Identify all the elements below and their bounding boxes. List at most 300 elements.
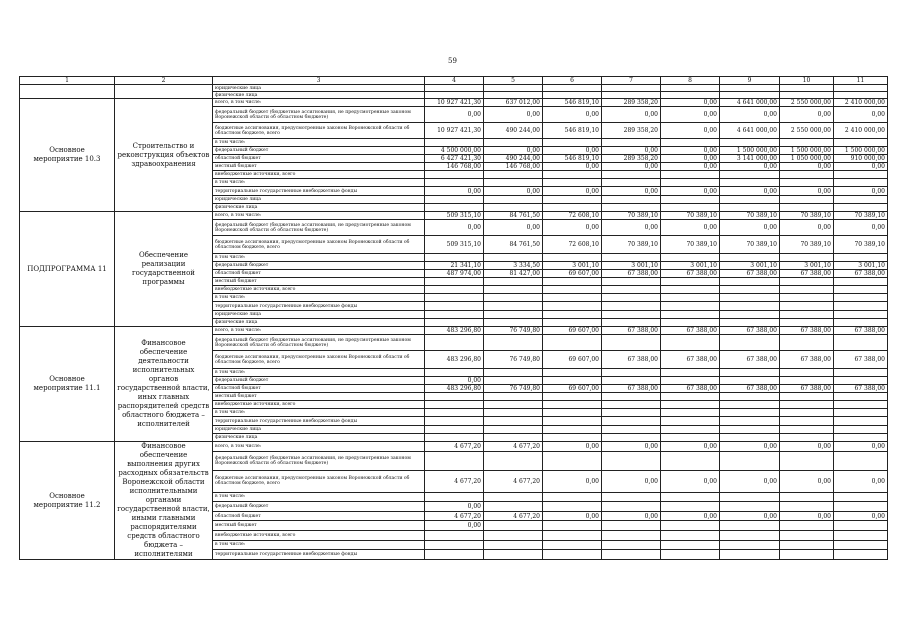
- funding-source-label: внебюджетные источники, всего: [213, 286, 425, 294]
- amount-cell: 0,00: [720, 107, 780, 123]
- amount-cell: 69 607,00: [543, 385, 602, 393]
- amount-cell: [780, 550, 834, 560]
- amount-cell: [834, 171, 888, 179]
- amount-cell: 0,00: [834, 511, 888, 521]
- column-header-5: 5: [484, 77, 543, 85]
- amount-cell: [720, 196, 780, 204]
- amount-cell: 0,00: [484, 220, 543, 236]
- amount-cell: [425, 409, 484, 417]
- amount-cell: [484, 409, 543, 417]
- amount-cell: [661, 302, 720, 311]
- funding-source-label: в том числе:: [213, 254, 425, 262]
- amount-cell: [425, 294, 484, 302]
- amount-cell: 0,00: [543, 187, 602, 196]
- amount-cell: 10 927 421,30: [425, 99, 484, 107]
- amount-cell: 0,00: [484, 187, 543, 196]
- amount-cell: 1 500 000,00: [834, 147, 888, 155]
- amount-cell: 1 500 000,00: [780, 147, 834, 155]
- amount-cell: [425, 417, 484, 426]
- amount-cell: 81 427,00: [484, 270, 543, 278]
- amount-cell: [720, 254, 780, 262]
- amount-cell: 2 410 000,00: [834, 99, 888, 107]
- amount-cell: 4 641 000,00: [720, 123, 780, 139]
- amount-cell: 67 388,00: [661, 270, 720, 278]
- amount-cell: [425, 85, 484, 92]
- amount-cell: [602, 179, 661, 187]
- amount-cell: 0,00: [425, 377, 484, 385]
- amount-cell: [780, 434, 834, 442]
- amount-cell: [661, 286, 720, 294]
- amount-cell: 289 358,20: [602, 155, 661, 163]
- amount-cell: 490 244,00: [484, 155, 543, 163]
- amount-cell: [661, 377, 720, 385]
- amount-cell: [543, 409, 602, 417]
- column-header-7: 7: [602, 77, 661, 85]
- amount-cell: [661, 294, 720, 302]
- amount-cell: [543, 85, 602, 92]
- amount-cell: 0,00: [543, 470, 602, 492]
- column-header-row: [20, 77, 888, 85]
- funding-source-label: всего, в том числе:: [213, 442, 425, 452]
- amount-cell: [543, 171, 602, 179]
- amount-cell: 4 500 000,00: [425, 147, 484, 155]
- amount-cell: [720, 521, 780, 531]
- amount-cell: [425, 401, 484, 409]
- amount-cell: [484, 278, 543, 286]
- amount-cell: [602, 409, 661, 417]
- amount-cell: [834, 369, 888, 377]
- amount-cell: 76 749,80: [484, 385, 543, 393]
- amount-cell: [661, 369, 720, 377]
- amount-cell: [543, 196, 602, 204]
- amount-cell: 76 749,80: [484, 327, 543, 335]
- funding-source-label: областной бюджет: [213, 385, 425, 393]
- amount-cell: 67 388,00: [602, 327, 661, 335]
- amount-cell: [780, 409, 834, 417]
- amount-cell: [720, 502, 780, 512]
- funding-source-label: федеральный бюджет: [213, 377, 425, 385]
- amount-cell: [543, 417, 602, 426]
- column-header-2: 2: [115, 77, 213, 85]
- column-header-10: 10: [780, 77, 834, 85]
- amount-cell: 10 927 421,30: [425, 123, 484, 139]
- amount-cell: [780, 179, 834, 187]
- amount-cell: [484, 426, 543, 434]
- amount-cell: [484, 179, 543, 187]
- funding-source-label: физические лица: [213, 204, 425, 212]
- amount-cell: [780, 451, 834, 470]
- column-header-4: 4: [425, 77, 484, 85]
- amount-cell: [484, 401, 543, 409]
- amount-cell: 67 388,00: [780, 385, 834, 393]
- amount-cell: [834, 286, 888, 294]
- amount-cell: [602, 434, 661, 442]
- amount-cell: 0,00: [834, 442, 888, 452]
- program-name-cell: ПОДПРОГРАММА 11: [20, 212, 115, 327]
- amount-cell: [602, 204, 661, 212]
- amount-cell: [720, 531, 780, 541]
- amount-cell: 3 001,10: [602, 262, 661, 270]
- amount-cell: [425, 286, 484, 294]
- amount-cell: 0,00: [425, 521, 484, 531]
- funding-source-label: в том числе:: [213, 492, 425, 502]
- amount-cell: [425, 139, 484, 147]
- amount-cell: [780, 92, 834, 99]
- amount-cell: [661, 492, 720, 502]
- funding-source-label: юридические лица: [213, 311, 425, 319]
- funding-source-label: областной бюджет: [213, 155, 425, 163]
- amount-cell: 4 677,20: [484, 511, 543, 521]
- amount-cell: 2 550 000,00: [780, 123, 834, 139]
- amount-cell: 70 389,10: [602, 212, 661, 220]
- amount-cell: 2 410 000,00: [834, 123, 888, 139]
- amount-cell: 0,00: [834, 470, 888, 492]
- amount-cell: [602, 401, 661, 409]
- amount-cell: 70 389,10: [661, 236, 720, 254]
- amount-cell: [425, 540, 484, 550]
- amount-cell: [484, 85, 543, 92]
- amount-cell: 0,00: [661, 147, 720, 155]
- amount-cell: 70 389,10: [720, 212, 780, 220]
- amount-cell: 3 334,50: [484, 262, 543, 270]
- amount-cell: 3 001,10: [834, 262, 888, 270]
- column-header-6: 6: [543, 77, 602, 85]
- funding-source-label: областной бюджет: [213, 270, 425, 278]
- amount-cell: 67 388,00: [780, 327, 834, 335]
- amount-cell: [425, 196, 484, 204]
- amount-cell: [602, 278, 661, 286]
- funding-source-label: всего, в том числе:: [213, 99, 425, 107]
- funding-source-label: внебюджетные источники, всего: [213, 531, 425, 541]
- amount-cell: [484, 204, 543, 212]
- amount-cell: [425, 492, 484, 502]
- amount-cell: 21 341,10: [425, 262, 484, 270]
- amount-cell: 289 358,20: [602, 99, 661, 107]
- amount-cell: [543, 311, 602, 319]
- amount-cell: [602, 302, 661, 311]
- amount-cell: 0,00: [602, 107, 661, 123]
- amount-cell: [661, 409, 720, 417]
- amount-cell: [661, 204, 720, 212]
- amount-cell: [484, 171, 543, 179]
- funding-source-label: бюджетные ассигнования, предусмотренные законом Воронежской области об областном бюджете, всего: [213, 236, 425, 254]
- amount-cell: [602, 393, 661, 401]
- amount-cell: [661, 451, 720, 470]
- amount-cell: 67 388,00: [602, 270, 661, 278]
- funding-source-label: в том числе:: [213, 139, 425, 147]
- amount-cell: [543, 531, 602, 541]
- amount-cell: [661, 401, 720, 409]
- program-name-cell: Основное мероприятие 11.1: [20, 327, 115, 442]
- amount-cell: [602, 377, 661, 385]
- amount-cell: 637 012,00: [484, 99, 543, 107]
- amount-cell: [720, 369, 780, 377]
- amount-cell: 0,00: [720, 442, 780, 452]
- amount-cell: 0,00: [661, 511, 720, 521]
- amount-cell: [425, 204, 484, 212]
- amount-cell: [834, 335, 888, 351]
- amount-cell: 0,00: [720, 163, 780, 171]
- amount-cell: [720, 393, 780, 401]
- amount-cell: 67 388,00: [834, 270, 888, 278]
- funding-source-label: в том числе:: [213, 294, 425, 302]
- program-title-cell: Финансовое обеспечение выполнения других расходных обязательств Воронежской области исполнительными органами государственной власти, иными главными распорядителями средств областного бюджета – исполнителями: [115, 442, 213, 560]
- column-header-9: 9: [720, 77, 780, 85]
- amount-cell: [720, 540, 780, 550]
- amount-cell: [780, 521, 834, 531]
- amount-cell: [661, 417, 720, 426]
- amount-cell: [720, 92, 780, 99]
- program-title-cell: Финансовое обеспечение деятельности исполнительных органов государственной власти, иных главных распорядителей средств областного бюджета – исполнителей: [115, 327, 213, 442]
- amount-cell: 0,00: [602, 163, 661, 171]
- amount-cell: [720, 294, 780, 302]
- amount-cell: [661, 550, 720, 560]
- amount-cell: 483 296,80: [425, 385, 484, 393]
- amount-cell: [834, 311, 888, 319]
- amount-cell: [543, 254, 602, 262]
- amount-cell: [834, 409, 888, 417]
- amount-cell: [543, 521, 602, 531]
- amount-cell: [780, 196, 834, 204]
- amount-cell: [661, 311, 720, 319]
- amount-cell: [425, 302, 484, 311]
- amount-cell: [720, 171, 780, 179]
- amount-cell: [661, 393, 720, 401]
- funding-source-label: федеральный бюджет (бюджетные ассигнования, не предусмотренные законом Воронежской области об областном бюджете): [213, 335, 425, 351]
- funding-source-label: физические лица: [213, 92, 425, 99]
- amount-cell: 0,00: [425, 107, 484, 123]
- amount-cell: [661, 92, 720, 99]
- amount-cell: [780, 294, 834, 302]
- amount-cell: 0,00: [720, 220, 780, 236]
- amount-cell: [780, 254, 834, 262]
- amount-cell: [543, 204, 602, 212]
- amount-cell: 4 677,20: [425, 442, 484, 452]
- amount-cell: [484, 377, 543, 385]
- funding-source-label: в том числе:: [213, 409, 425, 417]
- amount-cell: 0,00: [780, 470, 834, 492]
- amount-cell: [602, 311, 661, 319]
- amount-cell: [484, 369, 543, 377]
- amount-cell: 0,00: [720, 187, 780, 196]
- funding-source-label: юридические лица: [213, 85, 425, 92]
- amount-cell: 0,00: [834, 220, 888, 236]
- amount-cell: 0,00: [602, 220, 661, 236]
- program-name-cell: [20, 85, 115, 99]
- amount-cell: [661, 531, 720, 541]
- amount-cell: [543, 426, 602, 434]
- amount-cell: 0,00: [780, 511, 834, 521]
- amount-cell: [661, 278, 720, 286]
- table-row: [20, 85, 888, 92]
- amount-cell: [484, 294, 543, 302]
- funding-source-label: юридические лица: [213, 196, 425, 204]
- amount-cell: 0,00: [602, 147, 661, 155]
- amount-cell: [661, 85, 720, 92]
- amount-cell: [543, 278, 602, 286]
- amount-cell: [720, 550, 780, 560]
- amount-cell: [425, 369, 484, 377]
- amount-cell: [780, 335, 834, 351]
- amount-cell: 546 819,10: [543, 99, 602, 107]
- amount-cell: [543, 540, 602, 550]
- amount-cell: 3 001,10: [780, 262, 834, 270]
- amount-cell: [780, 369, 834, 377]
- amount-cell: [834, 451, 888, 470]
- amount-cell: [602, 319, 661, 327]
- funding-source-label: федеральный бюджет (бюджетные ассигнования, не предусмотренные законом Воронежской области об областном бюджете): [213, 220, 425, 236]
- amount-cell: [543, 434, 602, 442]
- amount-cell: 0,00: [484, 147, 543, 155]
- funding-source-label: территориальные государственные внебюджетные фонды: [213, 550, 425, 560]
- funding-source-label: областной бюджет: [213, 511, 425, 521]
- amount-cell: [780, 540, 834, 550]
- amount-cell: [425, 319, 484, 327]
- amount-cell: [484, 139, 543, 147]
- amount-cell: [720, 139, 780, 147]
- amount-cell: [425, 179, 484, 187]
- amount-cell: [602, 521, 661, 531]
- amount-cell: [834, 540, 888, 550]
- amount-cell: [484, 451, 543, 470]
- amount-cell: [780, 311, 834, 319]
- amount-cell: [780, 278, 834, 286]
- amount-cell: 67 388,00: [661, 351, 720, 369]
- amount-cell: 0,00: [484, 107, 543, 123]
- amount-cell: 490 244,00: [484, 123, 543, 139]
- amount-cell: [780, 302, 834, 311]
- amount-cell: 146 768,00: [484, 163, 543, 171]
- table-row: [20, 99, 888, 107]
- amount-cell: [661, 426, 720, 434]
- amount-cell: [543, 502, 602, 512]
- amount-cell: [834, 531, 888, 541]
- funding-source-label: в том числе:: [213, 179, 425, 187]
- amount-cell: [602, 171, 661, 179]
- amount-cell: 67 388,00: [720, 327, 780, 335]
- amount-cell: 3 001,10: [661, 262, 720, 270]
- funding-source-label: бюджетные ассигнования, предусмотренные законом Воронежской области об областном бюджете, всего: [213, 470, 425, 492]
- funding-source-label: местный бюджет: [213, 393, 425, 401]
- amount-cell: 483 296,80: [425, 351, 484, 369]
- program-name-cell: Основное мероприятие 11.2: [20, 442, 115, 560]
- amount-cell: 0,00: [780, 187, 834, 196]
- amount-cell: 0,00: [661, 107, 720, 123]
- amount-cell: 70 389,10: [780, 236, 834, 254]
- table-row: [20, 442, 888, 452]
- funding-source-label: бюджетные ассигнования, предусмотренные законом Воронежской области об областном бюджете, всего: [213, 351, 425, 369]
- amount-cell: [425, 278, 484, 286]
- amount-cell: [484, 521, 543, 531]
- amount-cell: 0,00: [661, 163, 720, 171]
- amount-cell: [543, 294, 602, 302]
- funding-source-label: внебюджетные источники, всего: [213, 401, 425, 409]
- amount-cell: [834, 434, 888, 442]
- funding-source-label: всего, в том числе:: [213, 212, 425, 220]
- amount-cell: 3 001,10: [543, 262, 602, 270]
- amount-cell: [484, 434, 543, 442]
- amount-cell: [543, 92, 602, 99]
- amount-cell: 0,00: [661, 123, 720, 139]
- amount-cell: [602, 550, 661, 560]
- amount-cell: 0,00: [602, 511, 661, 521]
- amount-cell: 0,00: [834, 107, 888, 123]
- amount-cell: 546 819,10: [543, 123, 602, 139]
- funding-source-label: в том числе:: [213, 369, 425, 377]
- amount-cell: [661, 171, 720, 179]
- amount-cell: [425, 311, 484, 319]
- amount-cell: [484, 393, 543, 401]
- amount-cell: [720, 417, 780, 426]
- amount-cell: 546 819,10: [543, 155, 602, 163]
- amount-cell: 1 500 000,00: [720, 147, 780, 155]
- amount-cell: [484, 540, 543, 550]
- amount-cell: [780, 426, 834, 434]
- amount-cell: [720, 434, 780, 442]
- amount-cell: [720, 85, 780, 92]
- funding-source-label: местный бюджет: [213, 278, 425, 286]
- amount-cell: 910 000,00: [834, 155, 888, 163]
- amount-cell: [834, 492, 888, 502]
- amount-cell: [484, 302, 543, 311]
- amount-cell: 84 761,50: [484, 236, 543, 254]
- funding-source-label: местный бюджет: [213, 163, 425, 171]
- amount-cell: [543, 401, 602, 409]
- amount-cell: 509 315,10: [425, 236, 484, 254]
- amount-cell: [484, 502, 543, 512]
- amount-cell: [661, 434, 720, 442]
- amount-cell: 0,00: [661, 442, 720, 452]
- amount-cell: [780, 492, 834, 502]
- amount-cell: [543, 179, 602, 187]
- amount-cell: 0,00: [780, 107, 834, 123]
- amount-cell: 70 389,10: [780, 212, 834, 220]
- amount-cell: [425, 171, 484, 179]
- amount-cell: [602, 85, 661, 92]
- funding-source-label: юридические лица: [213, 426, 425, 434]
- budget-table: [19, 76, 888, 560]
- amount-cell: [720, 179, 780, 187]
- amount-cell: [834, 302, 888, 311]
- amount-cell: [484, 531, 543, 541]
- amount-cell: 3 141 000,00: [720, 155, 780, 163]
- amount-cell: 483 296,80: [425, 327, 484, 335]
- amount-cell: [780, 401, 834, 409]
- funding-source-label: в том числе:: [213, 540, 425, 550]
- amount-cell: [602, 369, 661, 377]
- amount-cell: [834, 278, 888, 286]
- amount-cell: [780, 319, 834, 327]
- amount-cell: [484, 335, 543, 351]
- table-body: [20, 77, 888, 560]
- amount-cell: [661, 521, 720, 531]
- column-header-11: 11: [834, 77, 888, 85]
- amount-cell: [543, 451, 602, 470]
- amount-cell: 6 427 421,30: [425, 155, 484, 163]
- amount-cell: 72 608,10: [543, 236, 602, 254]
- amount-cell: [661, 254, 720, 262]
- amount-cell: 70 389,10: [720, 236, 780, 254]
- amount-cell: 0,00: [780, 163, 834, 171]
- amount-cell: 0,00: [543, 220, 602, 236]
- amount-cell: [834, 393, 888, 401]
- amount-cell: [602, 417, 661, 426]
- amount-cell: [425, 531, 484, 541]
- amount-cell: 69 607,00: [543, 270, 602, 278]
- amount-cell: [484, 417, 543, 426]
- amount-cell: [834, 92, 888, 99]
- amount-cell: 0,00: [602, 187, 661, 196]
